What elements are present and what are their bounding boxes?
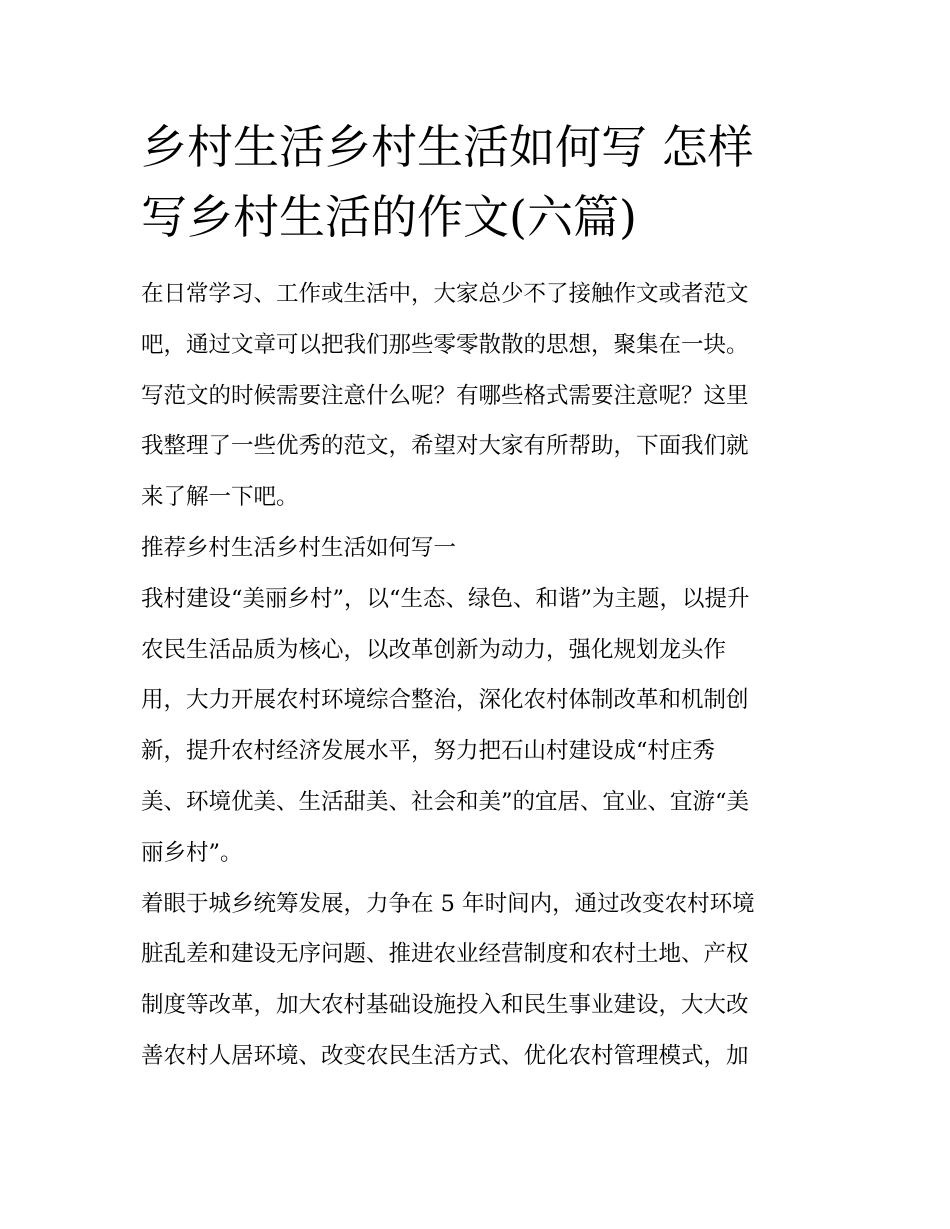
document-content <box>141 112 813 1082</box>
body-paragraph: 着眼于城乡统筹发展，力争在 5 年时间内，通过改变农村环境 脏乱差和建设无序问题、推进农业经营制度和农村土地、产权 制度等改革，加大农村基础设施投入和民生事业建设，大大改 善农村人居环境、改变农民生活方式、优化农村管理模式，加 <box>141 890 755 1069</box>
section-heading: 推荐乡村生活乡村生活如何写一 <box>141 534 457 561</box>
document-body <box>141 269 813 1082</box>
document-title: 乡村生活乡村生活如何写 怎样 写乡村生活的作文(六篇) <box>141 120 754 244</box>
intro-paragraph: 在日常学习、工作或生活中，大家总少不了接触作文或者范文 吧，通过文章可以把我们那些零零散散的思想，聚集在一块。 写范文的时候需要注意什么呢？有哪些格式需要注意呢？这里 我整理了一些优秀的范文，希望对大家有所帮助，下面我们就 来了解一下吧。 <box>141 281 749 511</box>
body-paragraph: 我村建设“美丽乡村”，以“生态、绿色、和谐”为主题，以提升 农民生活品质为核心，以改革创新为动力，强化规划龙头作 用，大力开展农村环境综合整治，深化农村体制改革和机制创 新，提升农村经济发展水平，努力把石山村建设成“村庄秀 美、环境优美、生活甜美、社会和美”的宜居、宜业、宜游“美 丽乡村”。 <box>141 585 750 866</box>
